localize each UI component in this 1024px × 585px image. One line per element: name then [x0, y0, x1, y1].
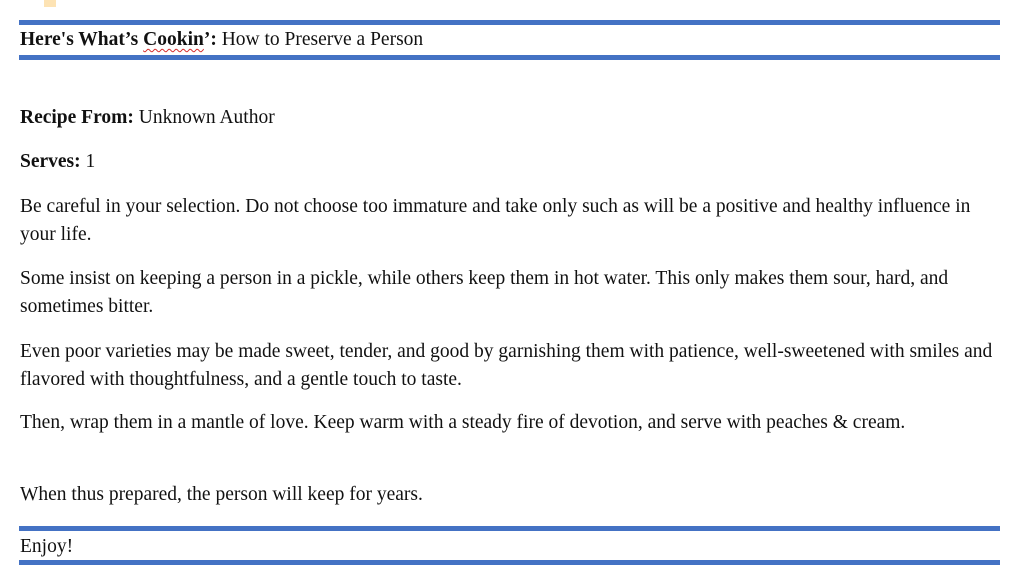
serves: [20, 148, 95, 176]
paragraph-garnish: Even poor varieties may be made sweet, tender, and good by garnishing them with patience, well-sweetened with smiles and flavored with thoughtfulness, and a gentle touch to taste.: [20, 341, 993, 390]
recipe-from-value: Unknown Author: [133, 107, 275, 128]
paragraph-selection: Be careful in your selection. Do not choose too immature and take only such as will be a positive and healthy influence in your life.: [20, 196, 971, 245]
recipe-title: How to Preserve a Person: [216, 29, 424, 50]
serves-value: 1: [80, 151, 96, 172]
footer-bottom-rule: [19, 560, 1000, 565]
serves-label: Serves:: [20, 151, 81, 172]
header-bottom-rule: [19, 55, 1000, 60]
recipe-header: [20, 26, 423, 54]
recipe-from: [20, 104, 275, 132]
footer-top-rule: [19, 526, 1000, 531]
spellcheck-flagged-word[interactable]: Cookin: [143, 29, 204, 50]
paragraph-keep: When thus prepared, the person will keep for years.: [20, 484, 423, 505]
recipe-from-label: Recipe From:: [20, 107, 134, 128]
paragraph-wrap: Then, wrap them in a mantle of love. Keep warm with a steady fire of devotion, and serve with peaches & cream.: [20, 412, 906, 433]
paragraph-pickle: Some insist on keeping a person in a pickle, while others keep them in hot water. This only makes them sour, hard, and sometimes bitter.: [20, 268, 949, 317]
top-rule: [19, 20, 1000, 25]
header-label: Here's What’s Cookin’:: [20, 29, 217, 50]
corner-mark: [44, 0, 56, 7]
footer-text: Enjoy!: [20, 536, 74, 557]
